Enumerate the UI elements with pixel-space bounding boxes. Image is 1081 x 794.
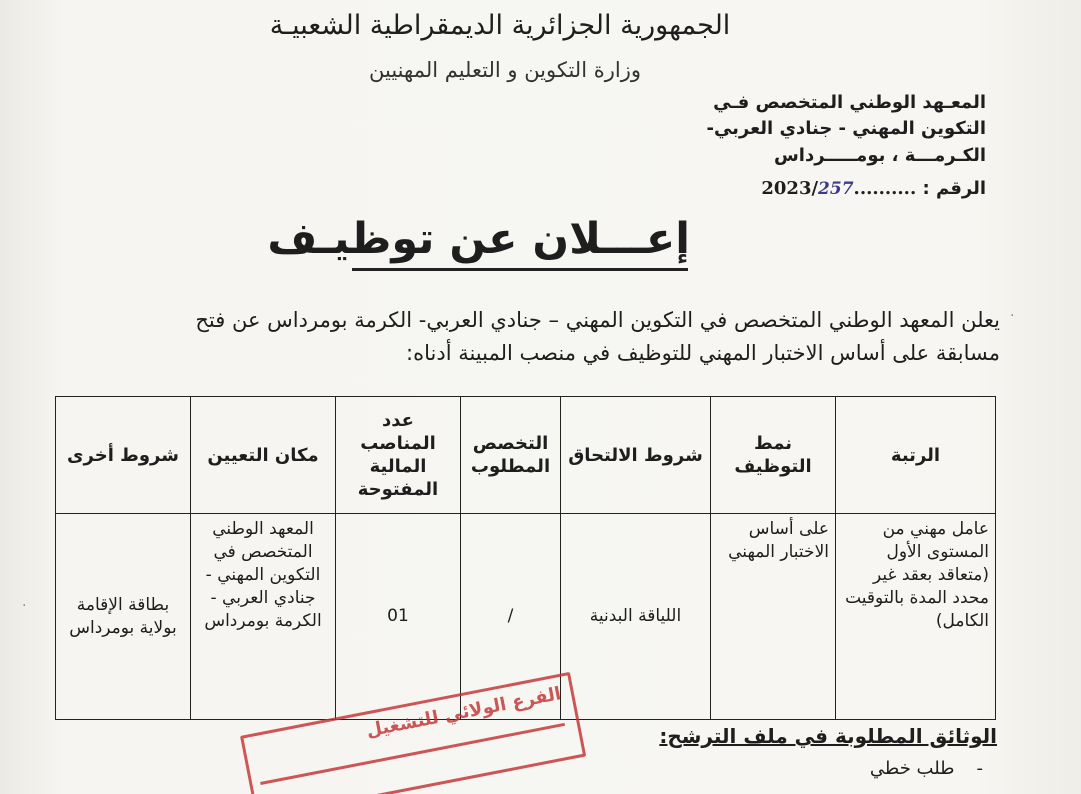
header-posts: عدد المناصب المالية المفتوحة (336, 397, 461, 514)
header-conditions: شروط الالتحاق (561, 397, 711, 514)
header-place: مكان التعيين (191, 397, 336, 514)
intro-line-2: مسابقة على أساس الاختبار المهني للتوظيف في منصب المبينة أدناه: (406, 341, 1000, 365)
cell-posts: 01 (336, 514, 461, 720)
header-specialty: التخصص المطلوب (461, 397, 561, 514)
recruitment-table (55, 396, 996, 720)
intro-line-1: يعلن المعهد الوطني المتخصص في التكوين المهني – جنادي العربي- الكرمة بومرداس عن فتح (195, 308, 1000, 332)
stamp-text: الفرع الولائي للتشغيل (364, 683, 563, 742)
cell-other: بطاقة الإقامة بولاية بومرداس (56, 514, 191, 720)
table-header-row (56, 397, 996, 514)
reference-value: 2023/257.......... (761, 178, 917, 199)
cell-specialty: / (461, 514, 561, 720)
margin-mark: · (1010, 308, 1015, 324)
list-item (870, 758, 983, 779)
header-other: شروط أخرى (56, 397, 191, 514)
header-rank: الرتبة (836, 397, 996, 514)
document-item-1: طلب خطي (869, 758, 955, 779)
reference-label: الرقم : (922, 178, 986, 199)
republic-heading: الجمهورية الجزائرية الديمقراطية الشعبيـة (269, 10, 731, 41)
documents-title: الوثائق المطلوبة في ملف الترشح: (659, 724, 997, 748)
institute-line-3: الكـرمـــة ، بومـــــرداس (773, 145, 986, 166)
ministry-heading: وزارة التكوين و التعليم المهنيين (369, 58, 641, 82)
cell-place: المعهد الوطني المتخصص في التكوين المهني - جنادي العربي - الكرمة بومرداس (191, 514, 336, 720)
list-bullet: - (976, 758, 983, 779)
reference-handwritten: 257 (818, 179, 854, 199)
institute-line-1: المعـهد الوطني المتخصص فـي (713, 92, 986, 113)
header-mode: نمط التوظيف (711, 397, 836, 514)
cell-mode: على أساس الاختبار المهني (711, 514, 836, 720)
reference-number (761, 178, 986, 199)
margin-mark: · (22, 598, 27, 614)
institute-line-2: التكوين المهني - جنادي العربي- (706, 118, 986, 139)
cell-rank: عامل مهني من المستوى الأول (متعاقد بعقد غير محدد المدة بالتوقيت الكامل) (836, 514, 996, 720)
title-underline (352, 268, 688, 271)
cell-conditions: اللياقة البدنية (561, 514, 711, 720)
page-title: إعـــلان عن توظيـف (267, 214, 690, 264)
